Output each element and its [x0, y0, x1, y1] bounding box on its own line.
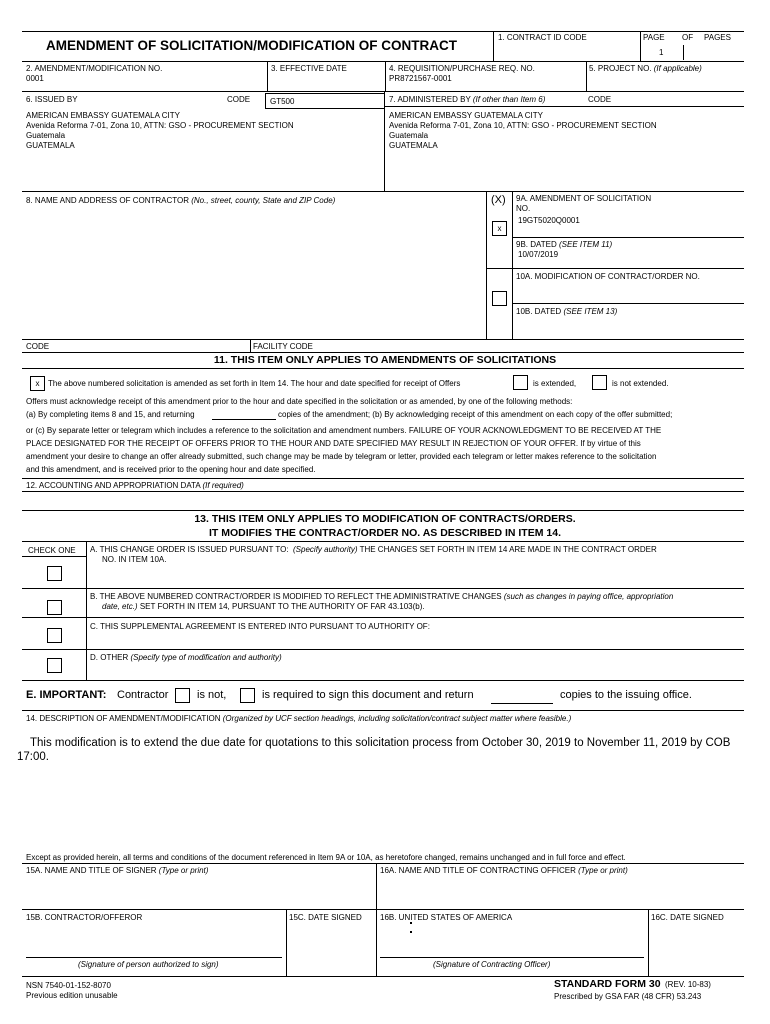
box9b-label: 9B. DATED (SEE ITEM 11): [516, 240, 613, 249]
item11-para: copies of the amendment; (b) By acknowledging receipt of this amendment on each copy of the offer submitted;: [278, 410, 673, 419]
of-label: OF: [682, 33, 694, 42]
box7-code-label: CODE: [588, 95, 612, 104]
item14-text: 17:00.: [17, 751, 49, 763]
important-copies: copies to the issuing office.: [560, 689, 692, 701]
box8-code-label: CODE: [26, 342, 50, 351]
box4-value: PR8721567-0001: [389, 74, 452, 83]
x-column-label: (X): [491, 194, 506, 206]
box2-label: 2. AMENDMENT/MODIFICATION NO.: [26, 64, 163, 73]
item13-c-label: C. THIS SUPPLEMENTAL AGREEMENT IS ENTERED INTO PURSUANT TO AUTHORITY OF:: [90, 622, 430, 631]
previous-edition: Previous edition unusable: [26, 991, 118, 1000]
is-not-checkbox[interactable]: [175, 688, 190, 703]
box6-label: 6. ISSUED BY: [26, 95, 78, 104]
pages-label: PAGES: [704, 33, 731, 42]
page-label: PAGE: [643, 33, 665, 42]
item11-para: or (c) By separate letter or telegram which includes a reference to the solicitation and amendment numbers. FAILURE OF YOUR ACKNOWLEDGMENT TO BE RECEIVED AT THE: [26, 426, 662, 435]
box2-value: 0001: [26, 74, 44, 83]
item13-heading2: IT MODIFIES THE CONTRACT/ORDER NO. AS DESCRIBED IN ITEM 14.: [209, 527, 561, 539]
item13-a-checkbox[interactable]: [47, 566, 62, 581]
extended-checkbox[interactable]: [513, 375, 528, 390]
item12-label: 12. ACCOUNTING AND APPROPRIATION DATA (If required): [26, 481, 244, 490]
check-one-label: CHECK ONE: [28, 546, 76, 555]
box3-label: 3. EFFECTIVE DATE: [271, 64, 347, 73]
box15a-label: 15A. NAME AND TITLE OF SIGNER (Type or print): [26, 866, 209, 875]
item13-heading1: 13. THIS ITEM ONLY APPLIES TO MODIFICATION OF CONTRACTS/ORDERS.: [194, 513, 576, 525]
extended-label: is extended,: [533, 379, 577, 388]
box6-line: GUATEMALA: [26, 141, 75, 150]
box6-code-label: CODE: [227, 95, 251, 104]
box6-line: Guatemala: [26, 131, 66, 140]
item11-line1: The above numbered solicitation is amended as set forth in Item 14. The hour and date specified for receipt of Offers: [48, 379, 461, 388]
item11-checkbox[interactable]: x: [30, 376, 45, 391]
item11-para: and this amendment, and is received prior to the opening hour and date specified.: [26, 465, 316, 474]
standard-form: STANDARD FORM 30 (REV. 10-83): [554, 978, 711, 990]
item11-para: (a) By completing items 8 and 15, and returning: [26, 410, 195, 419]
item11-para: PLACE DESIGNATED FOR THE RECEIPT OF OFFERS PRIOR TO THE HOUR AND DATE SPECIFIED MAY RESULT IN REJECTION OF YOUR OFFER. If by virtue of this: [26, 439, 641, 448]
nsn-number: NSN 7540-01-152-8070: [26, 981, 111, 990]
dot-mark: [410, 922, 412, 924]
item14-text: This modification is to extend the due date for quotations to this solicitation process from October 30, 2019 to November 11, 2019 by COB: [30, 737, 731, 749]
box10a-label: 10A. MODIFICATION OF CONTRACT/ORDER NO.: [516, 272, 700, 281]
box10b-label: 10B. DATED (SEE ITEM 13): [516, 307, 618, 316]
box4-label: 4. REQUISITION/PURCHASE REQ. NO.: [389, 64, 535, 73]
box15c-label: 15C. DATE SIGNED: [289, 913, 362, 922]
item13-b-line2: date, etc.) SET FORTH IN ITEM 14, PURSUANT TO THE AUTHORITY OF FAR 43.103(b).: [102, 602, 425, 611]
box7-label: 7. ADMINISTERED BY (If other than Item 6): [389, 95, 546, 104]
box16b-label: 16B. UNITED STATES OF AMERICA: [380, 913, 513, 922]
box16c-label: 16C. DATE SIGNED: [651, 913, 724, 922]
item13-b-line1: B. THE ABOVE NUMBERED CONTRACT/ORDER IS MODIFIED TO REFLECT THE ADMINISTRATIVE CHANGES (such as changes in paying office, appropriation: [90, 592, 674, 601]
box9a-label: 9A. AMENDMENT OF SOLICITATION: [516, 194, 652, 203]
box6-code: GT500: [270, 97, 295, 106]
item13-c-checkbox[interactable]: [47, 628, 62, 643]
item13-d-label: D. OTHER (Specify type of modification and authority): [90, 653, 282, 662]
page-number: 1: [659, 48, 664, 57]
box9a-label-no: NO.: [516, 204, 531, 213]
box7-line: Guatemala: [389, 131, 429, 140]
box10-checkbox[interactable]: [492, 291, 507, 306]
box5-label: 5. PROJECT NO. (If applicable): [589, 64, 702, 73]
box16a-label: 16A. NAME AND TITLE OF CONTRACTING OFFICER (Type or print): [380, 866, 628, 875]
box7-line: Avenida Reforma 7-01, Zona 10, ATTN: GSO - PROCUREMENT SECTION: [389, 121, 657, 130]
prescribed-by: Prescribed by GSA FAR (48 CFR) 53.243: [554, 992, 702, 1001]
not-extended-label: is not extended.: [612, 379, 669, 388]
dot-mark: [410, 931, 412, 933]
box9a-value: 19GT5020Q0001: [518, 216, 580, 225]
important-is-required: is required to sign this document and return: [262, 689, 474, 701]
box7-line: AMERICAN EMBASSY GUATEMALA CITY: [389, 111, 543, 120]
form-title: AMENDMENT OF SOLICITATION/MODIFICATION OF CONTRACT: [46, 38, 457, 53]
box16b-sig-caption: (Signature of Contracting Officer): [433, 960, 551, 969]
item11-para: Offers must acknowledge receipt of this amendment prior to the hour and date specified in the solicitation or as amended, by one of the following methods:: [26, 397, 573, 406]
item11-heading: 11. THIS ITEM ONLY APPLIES TO AMENDMENTS OF SOLICITATIONS: [213, 354, 557, 366]
not-extended-checkbox[interactable]: [592, 375, 607, 390]
box7-line: GUATEMALA: [389, 141, 438, 150]
contract-id-label: 1. CONTRACT ID CODE: [498, 33, 587, 42]
important-label: E. IMPORTANT:: [26, 689, 107, 701]
box6-line: AMERICAN EMBASSY GUATEMALA CITY: [26, 111, 180, 120]
important-is-not: is not,: [197, 689, 227, 701]
box15b-sig-caption: (Signature of person authorized to sign): [78, 960, 219, 969]
box6-line: Avenida Reforma 7-01, Zona 10, ATTN: GSO - PROCUREMENT SECTION: [26, 121, 294, 130]
box15b-label: 15B. CONTRACTOR/OFFEROR: [26, 913, 143, 922]
facility-code-label: FACILITY CODE: [253, 342, 313, 351]
box9a-checkbox[interactable]: x: [492, 221, 507, 236]
is-required-checkbox[interactable]: [240, 688, 255, 703]
except-clause: Except as provided herein, all terms and conditions of the document referenced in Item 9A or 10A, as heretofore changed, remains unchanged and in full force and effect.: [26, 853, 626, 862]
box9b-value: 10/07/2019: [518, 250, 559, 259]
item13-a-line2: NO. IN ITEM 10A.: [102, 555, 167, 564]
important-contractor: Contractor: [117, 689, 169, 701]
item11-para: amendment your desire to change an offer already submitted, such change may be made by telegram or letter, provided each telegram or letter makes reference to the solicitation: [26, 452, 657, 461]
item14-label: 14. DESCRIPTION OF AMENDMENT/MODIFICATION (Organized by UCF section headings, including solicitation/contract subject matter where feasible.): [26, 714, 572, 723]
item13-b-checkbox[interactable]: [47, 600, 62, 615]
item13-d-checkbox[interactable]: [47, 658, 62, 673]
item13-a-line1: A. THIS CHANGE ORDER IS ISSUED PURSUANT TO: (Specify authority) THE CHANGES SET FORTH IN ITEM 14 ARE MADE IN THE CONTRACT ORDER: [90, 545, 657, 554]
box8-label: 8. NAME AND ADDRESS OF CONTRACTOR (No., street, county, State and ZIP Code): [26, 196, 336, 205]
